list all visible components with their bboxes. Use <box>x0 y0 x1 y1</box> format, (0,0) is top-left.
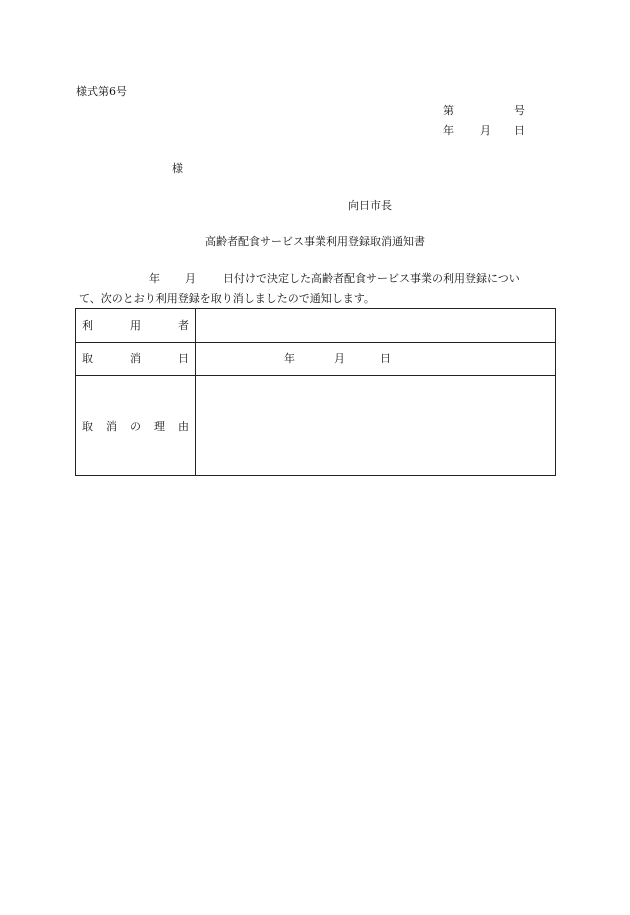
document-number-suffix: 号 <box>514 104 525 117</box>
issue-date-year: 年 <box>443 124 454 137</box>
cancel-date-month: 月 <box>334 352 345 365</box>
issue-date-day: 日 <box>514 124 525 137</box>
body-year: 年 <box>149 272 160 285</box>
reason-label-char: 由 <box>178 420 189 433</box>
user-label-char: 者 <box>178 319 189 332</box>
cancel-date-value-cell <box>196 343 555 375</box>
reason-value-cell <box>196 376 555 475</box>
issue-date-month: 月 <box>480 124 491 137</box>
cancellation-details-table <box>75 308 556 476</box>
body-month: 月 <box>185 272 196 285</box>
cancel-date-label-cell <box>76 343 196 375</box>
table-row-cancel-date <box>76 343 555 376</box>
reason-label-char: 理 <box>154 420 165 433</box>
reason-label-cell <box>76 376 196 475</box>
reason-label-char: 取 <box>82 420 93 433</box>
table-row-reason <box>76 376 555 475</box>
form-number: 様式第6号 <box>76 85 127 98</box>
document-title: 高齢者配食サービス事業利用登録取消通知書 <box>205 235 425 248</box>
reason-label-char: の <box>130 420 141 433</box>
body-line-1: 日付けで決定した高齢者配食サービス事業の利用登録につい <box>223 272 520 285</box>
cancel-date-label-char: 日 <box>178 352 189 365</box>
cancel-date-label-char: 取 <box>82 352 93 365</box>
cancel-date-year: 年 <box>284 352 295 365</box>
cancel-date-day: 日 <box>380 352 391 365</box>
document-number-prefix: 第 <box>443 104 454 117</box>
user-label-char: 用 <box>130 319 141 332</box>
issuer-name: 向日市長 <box>348 199 392 212</box>
user-label-char: 利 <box>82 319 93 332</box>
user-value-cell <box>196 309 555 342</box>
table-row-user <box>76 309 555 343</box>
reason-label-char: 消 <box>106 420 117 433</box>
user-label-cell <box>76 309 196 342</box>
body-line-2: て、次のとおり利用登録を取り消しましたので通知します。 <box>79 292 375 305</box>
cancel-date-label-char: 消 <box>130 352 141 365</box>
addressee-honorific: 様 <box>172 162 183 175</box>
